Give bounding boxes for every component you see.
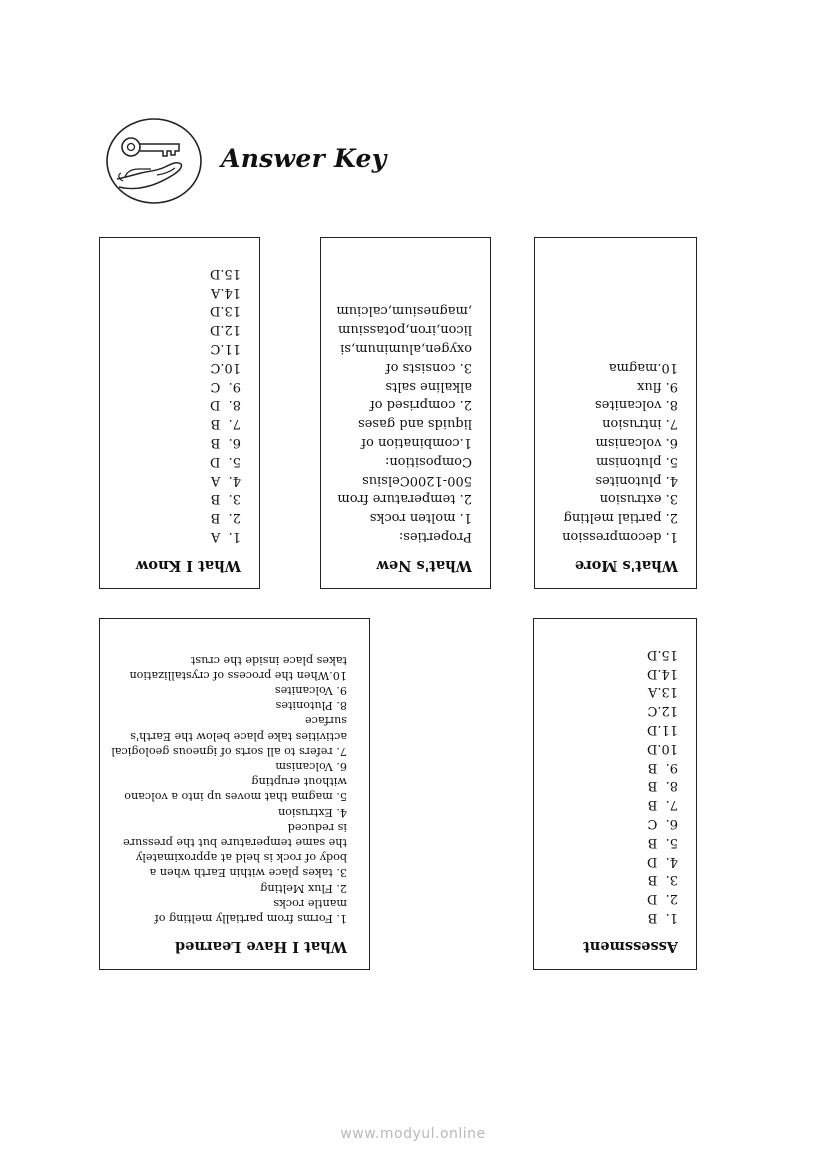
answer-line: 14.A [210,284,241,300]
answer-line: 6. volcanism [595,435,678,451]
answer-line: 13.D [209,303,241,319]
answer-line: 4. plutonites [595,472,678,488]
text-line: surface [305,714,347,728]
answer-line: 10.magma [608,359,678,375]
text-line: 1. Forms from partially melting of [154,912,347,925]
answer-line: 4. D [646,853,678,869]
answer-line: 6. C [647,816,678,832]
key-in-hand-icon [105,117,203,205]
text-line: mantle rocks [273,896,347,910]
text-line: 1.combination of [361,435,472,451]
text-line: 10.When the process of crystallization [129,668,347,682]
answer-line: 14.D [646,665,678,681]
answer-line: 8. volcanites [594,397,678,413]
what-i-have-learned-box [99,618,370,970]
text-line: takes place inside the crust [190,653,347,667]
answer-line: 11.D [646,722,678,738]
answer-line: 9. B [647,759,678,775]
answer-line: 12.C [647,703,678,719]
text-line: 7. refers to all sorts of igneous geological [111,744,347,758]
text-line: alkaline salts [385,378,472,394]
what-i-know-box [99,237,260,589]
text-line: Properties: [398,529,472,544]
answer-line: 1. A [210,529,241,544]
text-line: without erupting [251,775,347,789]
text-line: 8. Plutonites [275,699,347,713]
answer-line: 3. B [647,872,678,888]
answer-line: 2. B [210,510,241,526]
whats-new-box [320,237,491,589]
answer-line: 13.A [647,684,678,700]
answer-line: 1. decompression [562,529,678,544]
answer-line: 5. plutonism [596,453,678,469]
answer-line: 12.D [209,322,241,338]
text-line: oxygen,aluminum,si [340,341,472,357]
answer-line: 7. B [647,797,678,813]
box-title: What's More [574,557,678,574]
text-line: 500-1200Celsius [362,472,472,488]
text-line: 3. takes place within Earth when a [149,866,347,880]
text-line: 1. molten rocks [369,510,472,526]
box-title: What's New [376,557,472,574]
text-line: activities take place below the Earth's [130,729,347,743]
whats-more-box [534,237,697,589]
box-title: Assessment [583,938,678,955]
answer-line: 3. B [210,491,241,507]
answer-line: 3. extrusion [599,491,678,507]
answer-line: 8. B [647,778,678,794]
text-line: 4. Extrusion [277,805,347,819]
text-line: 2. temperature from [337,491,472,507]
page-title: Answer Key [221,144,387,173]
answer-line: 11.C [210,341,241,357]
text-line: licon,iron,potassium [338,322,472,338]
answer-line: 9. flux [637,378,678,394]
answer-line: 7. B [210,416,241,432]
answer-line: 5. D [209,453,241,469]
answer-line: 9. C [210,378,241,394]
answer-line: 15.D [646,646,678,662]
answer-line: 15.D [209,265,241,281]
assessment-box [533,618,697,970]
answer-line: 2. D [646,891,678,907]
text-line: liquids and gases [358,416,472,432]
answer-line: 7. intrusion [602,416,678,432]
text-line: Composition: [384,453,472,469]
text-line: ,magnesium,calcium [336,303,472,319]
box-title: What I Know [135,557,241,574]
answer-line: 10.D [646,740,678,756]
text-line: 5. magma that moves up into a volcano [124,790,347,804]
text-line: 2. Flux Melting [260,881,347,895]
answer-line: 1. B [647,910,678,925]
watermark: www.modyul.online [340,1126,486,1142]
text-line: 3. consists of [385,359,472,375]
answer-line: 2. partial melting [563,510,678,526]
answer-line: 6. B [210,435,241,451]
text-line: 6. Volcanism [275,759,347,773]
answer-line: 5. B [647,834,678,850]
text-line: is reduced [287,820,347,834]
answer-line: 8. D [209,397,241,413]
text-line: the same temperature but the pressure [123,835,347,849]
answer-line: 4. A [210,472,241,488]
text-line: 9. Volcanites [274,683,347,697]
box-title: What I Have Learned [175,938,347,955]
text-line: 2. comprised of [369,397,472,413]
text-line: body of rock is held at approximately [135,851,347,865]
answer-line: 10.C [210,359,241,375]
